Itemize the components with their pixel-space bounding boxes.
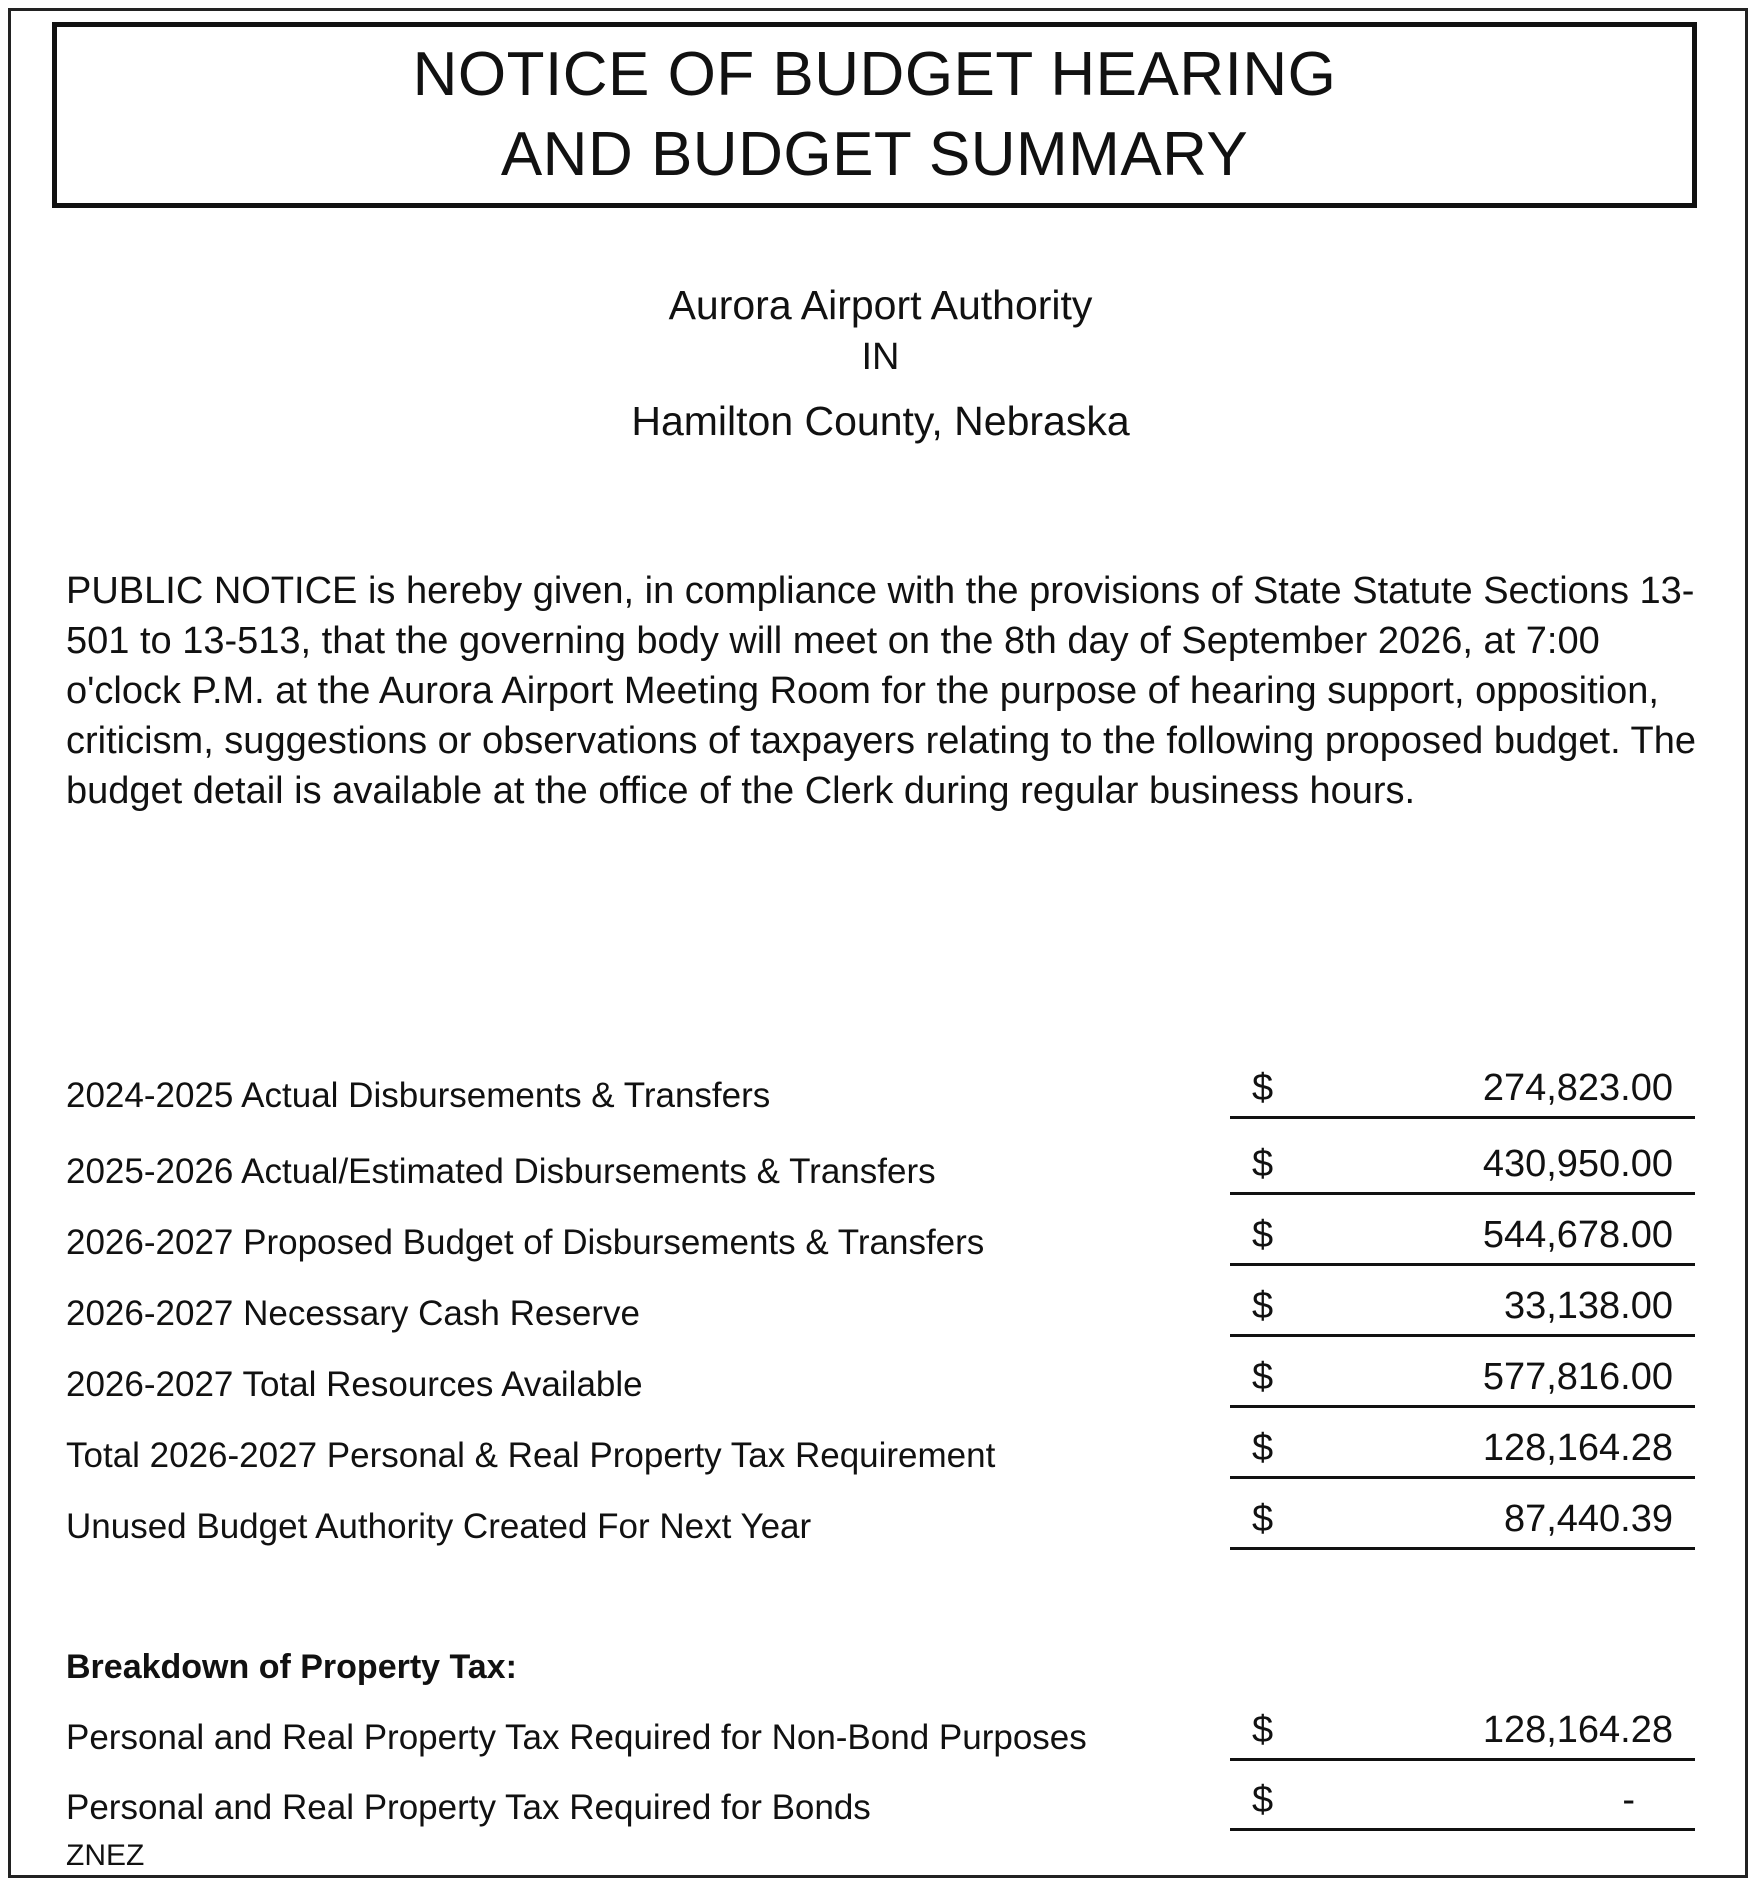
summary-row-value: [1230, 1284, 1695, 1337]
dollar-sign: $: [1252, 1214, 1274, 1256]
breakdown-row-value: [1230, 1708, 1695, 1761]
breakdown-amount: 128,164.28: [1482, 1709, 1673, 1751]
breakdown-row-label: Personal and Real Property Tax Required for Bonds: [66, 1788, 871, 1827]
footer-code: ZNEZ: [66, 1839, 145, 1872]
entity-location: Hamilton County, Nebraska: [631, 398, 1130, 444]
summary-row-value: [1230, 1355, 1695, 1408]
title-line-2: AND BUDGET SUMMARY: [500, 120, 1249, 189]
summary-amount: 33,138.00: [1503, 1285, 1673, 1327]
dollar-sign: $: [1252, 1498, 1274, 1540]
title-line-1: NOTICE OF BUDGET HEARING: [412, 40, 1337, 109]
summary-row-value: [1230, 1142, 1695, 1195]
summary-row-value: [1230, 1213, 1695, 1266]
dollar-sign: $: [1252, 1143, 1274, 1185]
summary-row-label: 2026-2027 Necessary Cash Reserve: [66, 1294, 640, 1333]
summary-row-label: 2025-2026 Actual/Estimated Disbursements & Transfers: [66, 1152, 936, 1191]
breakdown-heading: Breakdown of Property Tax:: [66, 1648, 517, 1686]
dollar-sign: $: [1252, 1067, 1274, 1109]
dollar-sign: $: [1252, 1427, 1274, 1469]
summary-amount: 87,440.39: [1503, 1498, 1673, 1540]
summary-row-value: [1230, 1066, 1695, 1119]
dollar-sign: $: [1252, 1285, 1274, 1327]
dollar-sign: $: [1252, 1709, 1274, 1751]
summary-amount: 430,950.00: [1482, 1143, 1673, 1185]
summary-row-label: Unused Budget Authority Created For Next Year: [66, 1507, 812, 1546]
dollar-sign: $: [1252, 1779, 1274, 1821]
public-notice-paragraph: PUBLIC NOTICE is hereby given, in compliance with the provisions of State Statute Sections 13-501 to 13-513, that the governing body will meet on the 8th day of September 2026, at 7:00 o'clock P.M. at the Aurora Airport Meeting Room for the purpose of hearing support, opposition, criticism, suggestions or observations of taxpayers relating to the following proposed budget. The budget detail is available at the office of the Clerk during regular business hours.: [66, 570, 1696, 812]
summary-row-value: [1230, 1426, 1695, 1479]
summary-amount: 544,678.00: [1482, 1214, 1673, 1256]
summary-amount: 128,164.28: [1482, 1427, 1673, 1469]
summary-row-label: 2024-2025 Actual Disbursements & Transfers: [66, 1076, 771, 1115]
title-box: [52, 22, 1697, 208]
summary-row-label: 2026-2027 Total Resources Available: [66, 1365, 643, 1404]
summary-amount: 577,816.00: [1482, 1356, 1673, 1398]
dollar-sign: $: [1252, 1356, 1274, 1398]
summary-row-label: 2026-2027 Proposed Budget of Disbursements & Transfers: [66, 1223, 985, 1262]
breakdown-row-value: [1230, 1778, 1695, 1831]
entity-in: IN: [861, 336, 900, 378]
breakdown-row-label: Personal and Real Property Tax Required for Non-Bond Purposes: [66, 1718, 1087, 1757]
summary-row-label: Total 2026-2027 Personal & Real Property Tax Requirement: [66, 1436, 996, 1475]
breakdown-amount: -: [1622, 1779, 1635, 1821]
summary-amount: 274,823.00: [1482, 1067, 1673, 1109]
entity-name: Aurora Airport Authority: [668, 282, 1093, 328]
summary-row-value: [1230, 1497, 1695, 1550]
